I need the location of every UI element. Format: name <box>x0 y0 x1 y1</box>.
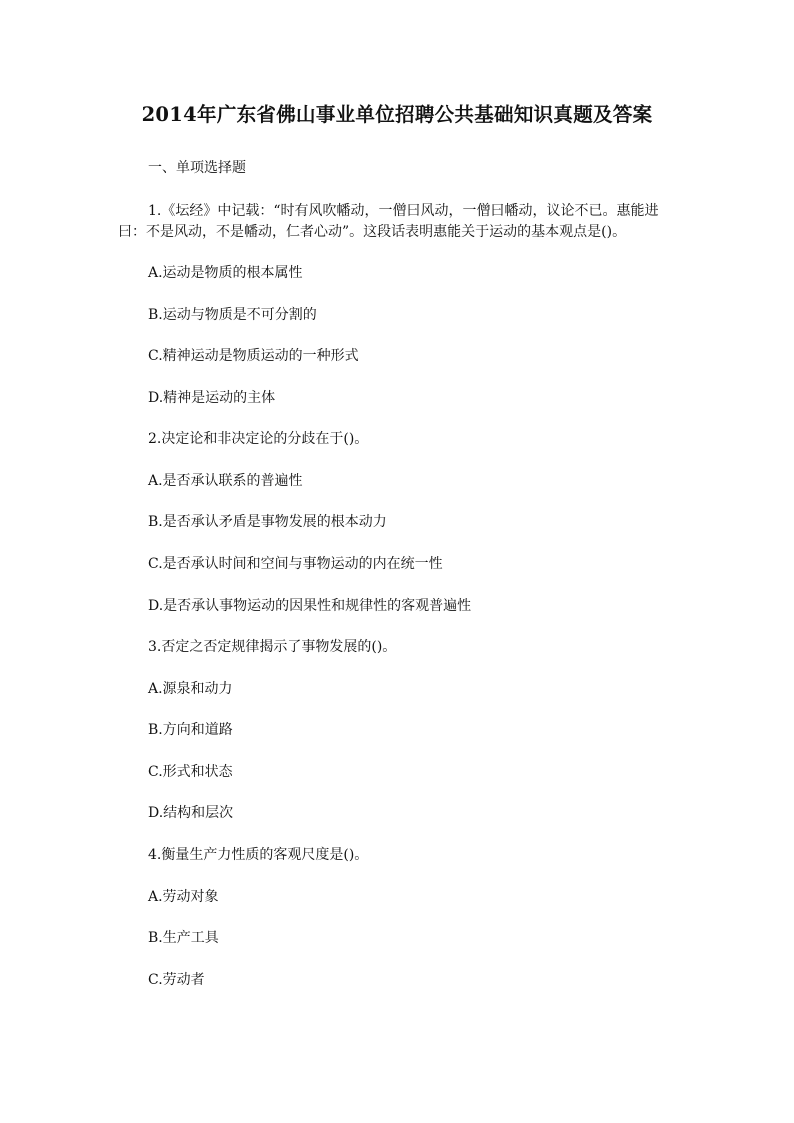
question-2-stem: 2.决定论和非决定论的分歧在于()。 <box>148 431 369 447</box>
question-2-option-d: D.是否承认事物运动的因果性和规律性的客观普遍性 <box>148 598 472 614</box>
question-2-option-c: C.是否承认时间和空间与事物运动的内在统一性 <box>148 556 443 572</box>
question-1-option-b: B.运动与物质是不可分割的 <box>148 307 317 323</box>
question-3-stem: 3.否定之否定规律揭示了事物发展的()。 <box>148 639 397 655</box>
question-2-option-a: A.是否承认联系的普遍性 <box>148 473 303 489</box>
question-3-option-b: B.方向和道路 <box>148 722 233 738</box>
document-title: 2014年广东省佛山事业单位招聘公共基础知识真题及答案 <box>141 103 653 126</box>
question-4-option-b: B.生产工具 <box>148 930 219 946</box>
question-1-option-c: C.精神运动是物质运动的一种形式 <box>148 348 359 364</box>
question-3-option-c: C.形式和状态 <box>148 764 233 780</box>
question-1-stem: 1.《坛经》中记载：“时有风吹幡动，一僧曰风动，一僧曰幡动，议论不已。惠能进曰：不是风动，不是幡动，仁者心动”。这段话表明惠能关于运动的基本观点是()。 <box>118 203 659 240</box>
question-2-option-b: B.是否承认矛盾是事物发展的根本动力 <box>148 514 387 530</box>
question-1-option-a: A.运动是物质的根本属性 <box>148 265 303 281</box>
question-4-stem: 4.衡量生产力性质的客观尺度是()。 <box>148 847 369 863</box>
question-1-option-d: D.精神是运动的主体 <box>148 390 276 406</box>
question-4-option-a: A.劳动对象 <box>148 889 219 905</box>
question-3-option-a: A.源泉和动力 <box>148 681 233 697</box>
question-4-option-c: C.劳动者 <box>148 972 205 988</box>
section-heading: 一、单项选择题 <box>148 160 246 176</box>
question-3-option-d: D.结构和层次 <box>148 805 234 821</box>
